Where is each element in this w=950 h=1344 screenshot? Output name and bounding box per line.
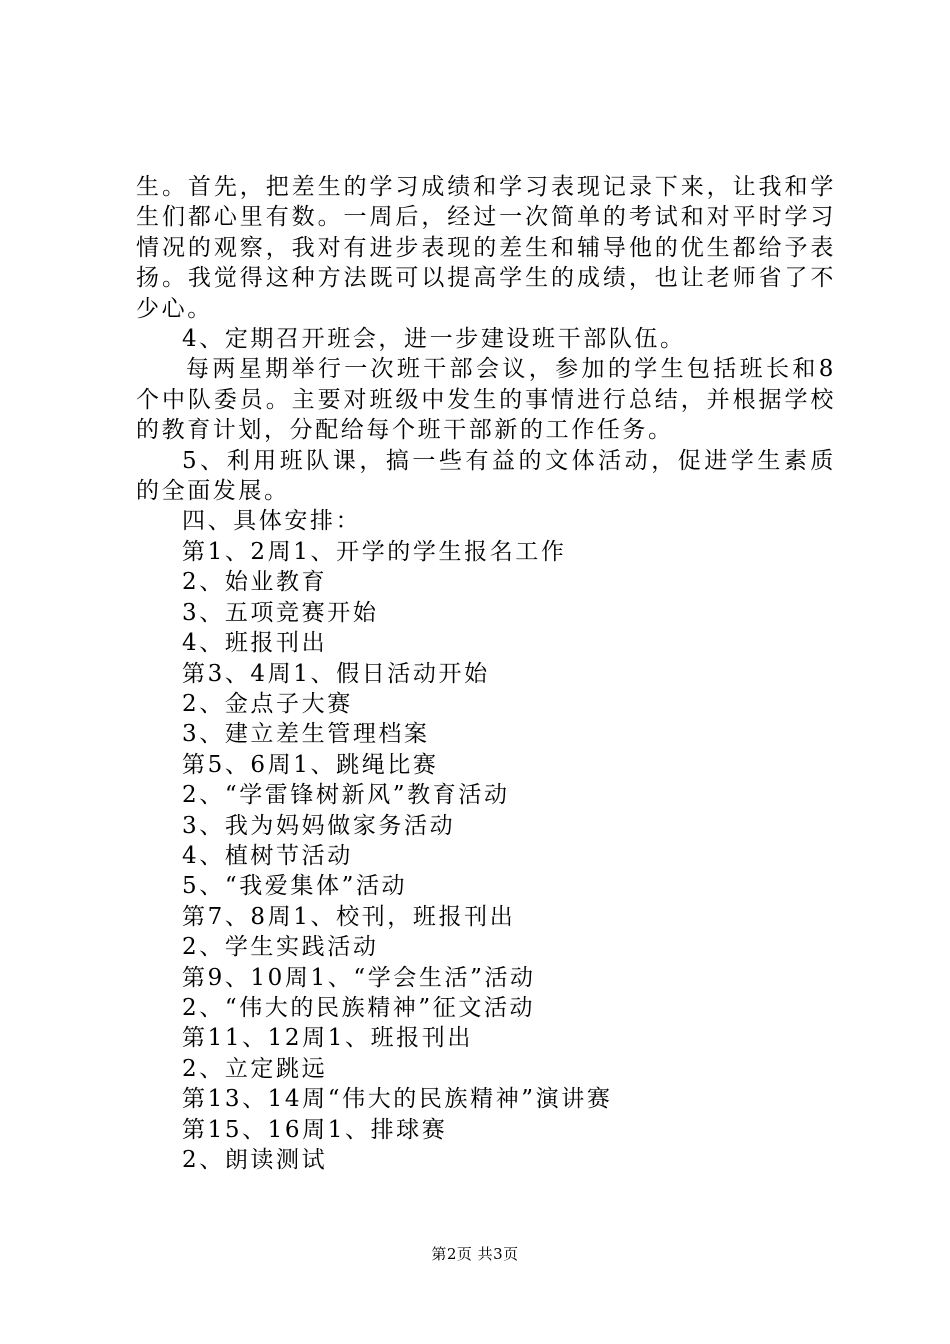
schedule-line: 第9、10周1、“学会生活”活动 xyxy=(182,964,536,991)
schedule-line: 第13、14周“伟大的民族精神”演讲赛 xyxy=(182,1086,613,1113)
paragraph-3: 每两星期举行一次班干部会议，参加的学生包括班长和8个中队委员。主要对班级中发生的事情进行总结，并根据学校的教育计划，分配给每个班干部新的工作任务。 xyxy=(136,356,836,444)
schedule-line: 2、朗读测试 xyxy=(182,1147,328,1173)
page-footer: 第2页 共3页 xyxy=(431,1245,519,1263)
schedule-line: 第1、2周1、开学的学生报名工作 xyxy=(182,538,567,565)
schedule-line: 2、立定跳远 xyxy=(182,1055,328,1082)
schedule-line: 4、植树节活动 xyxy=(182,842,353,869)
schedule-line: 第7、8周1、校刊，班报刊出 xyxy=(182,903,516,930)
schedule-line: 2、学生实践活动 xyxy=(182,934,379,961)
schedule-line: 第15、16周1、排球赛 xyxy=(182,1116,448,1143)
schedule-line: 2、“伟大的民族精神”征文活动 xyxy=(182,994,536,1021)
schedule-line: 第5、6周1、跳绳比赛 xyxy=(182,751,439,778)
schedule-line: 3、建立差生管理档案 xyxy=(182,721,430,748)
section-heading: 四、具体安排： xyxy=(182,508,362,535)
paragraph-4: 5、利用班队课，搞一些有益的文体活动，促进学生素质的全面发展。 xyxy=(136,447,836,505)
paragraph-1: 生。首先，把差生的学习成绩和学习表现记录下来，让我和学生们都心里有数。一周后，经过一次简单的考试和对平时学习情况的观察，我对有进步表现的差生和辅导他的优生都给予表扬。我觉得这种方法既可以提高学生的成绩，也让老师省了不少心。 xyxy=(136,174,836,322)
schedule-line: 第3、4周1、假日活动开始 xyxy=(182,660,490,687)
schedule-line: 2、“学雷锋树新风”教育活动 xyxy=(182,782,510,809)
schedule-line: 2、金点子大赛 xyxy=(182,690,353,717)
paragraph-2: 4、定期召开班会，进一步建设班干部队伍。 xyxy=(182,326,686,353)
schedule-line: 2、始业教育 xyxy=(182,569,328,596)
schedule-line: 第11、12周1、班报刊出 xyxy=(182,1025,473,1052)
schedule-line: 5、“我爱集体”活动 xyxy=(182,873,408,900)
schedule-line: 3、我为妈妈做家务活动 xyxy=(182,812,456,839)
schedule-line: 4、班报刊出 xyxy=(182,630,328,657)
document-body xyxy=(136,172,836,1175)
schedule-line: 3、五项竞赛开始 xyxy=(182,599,379,626)
